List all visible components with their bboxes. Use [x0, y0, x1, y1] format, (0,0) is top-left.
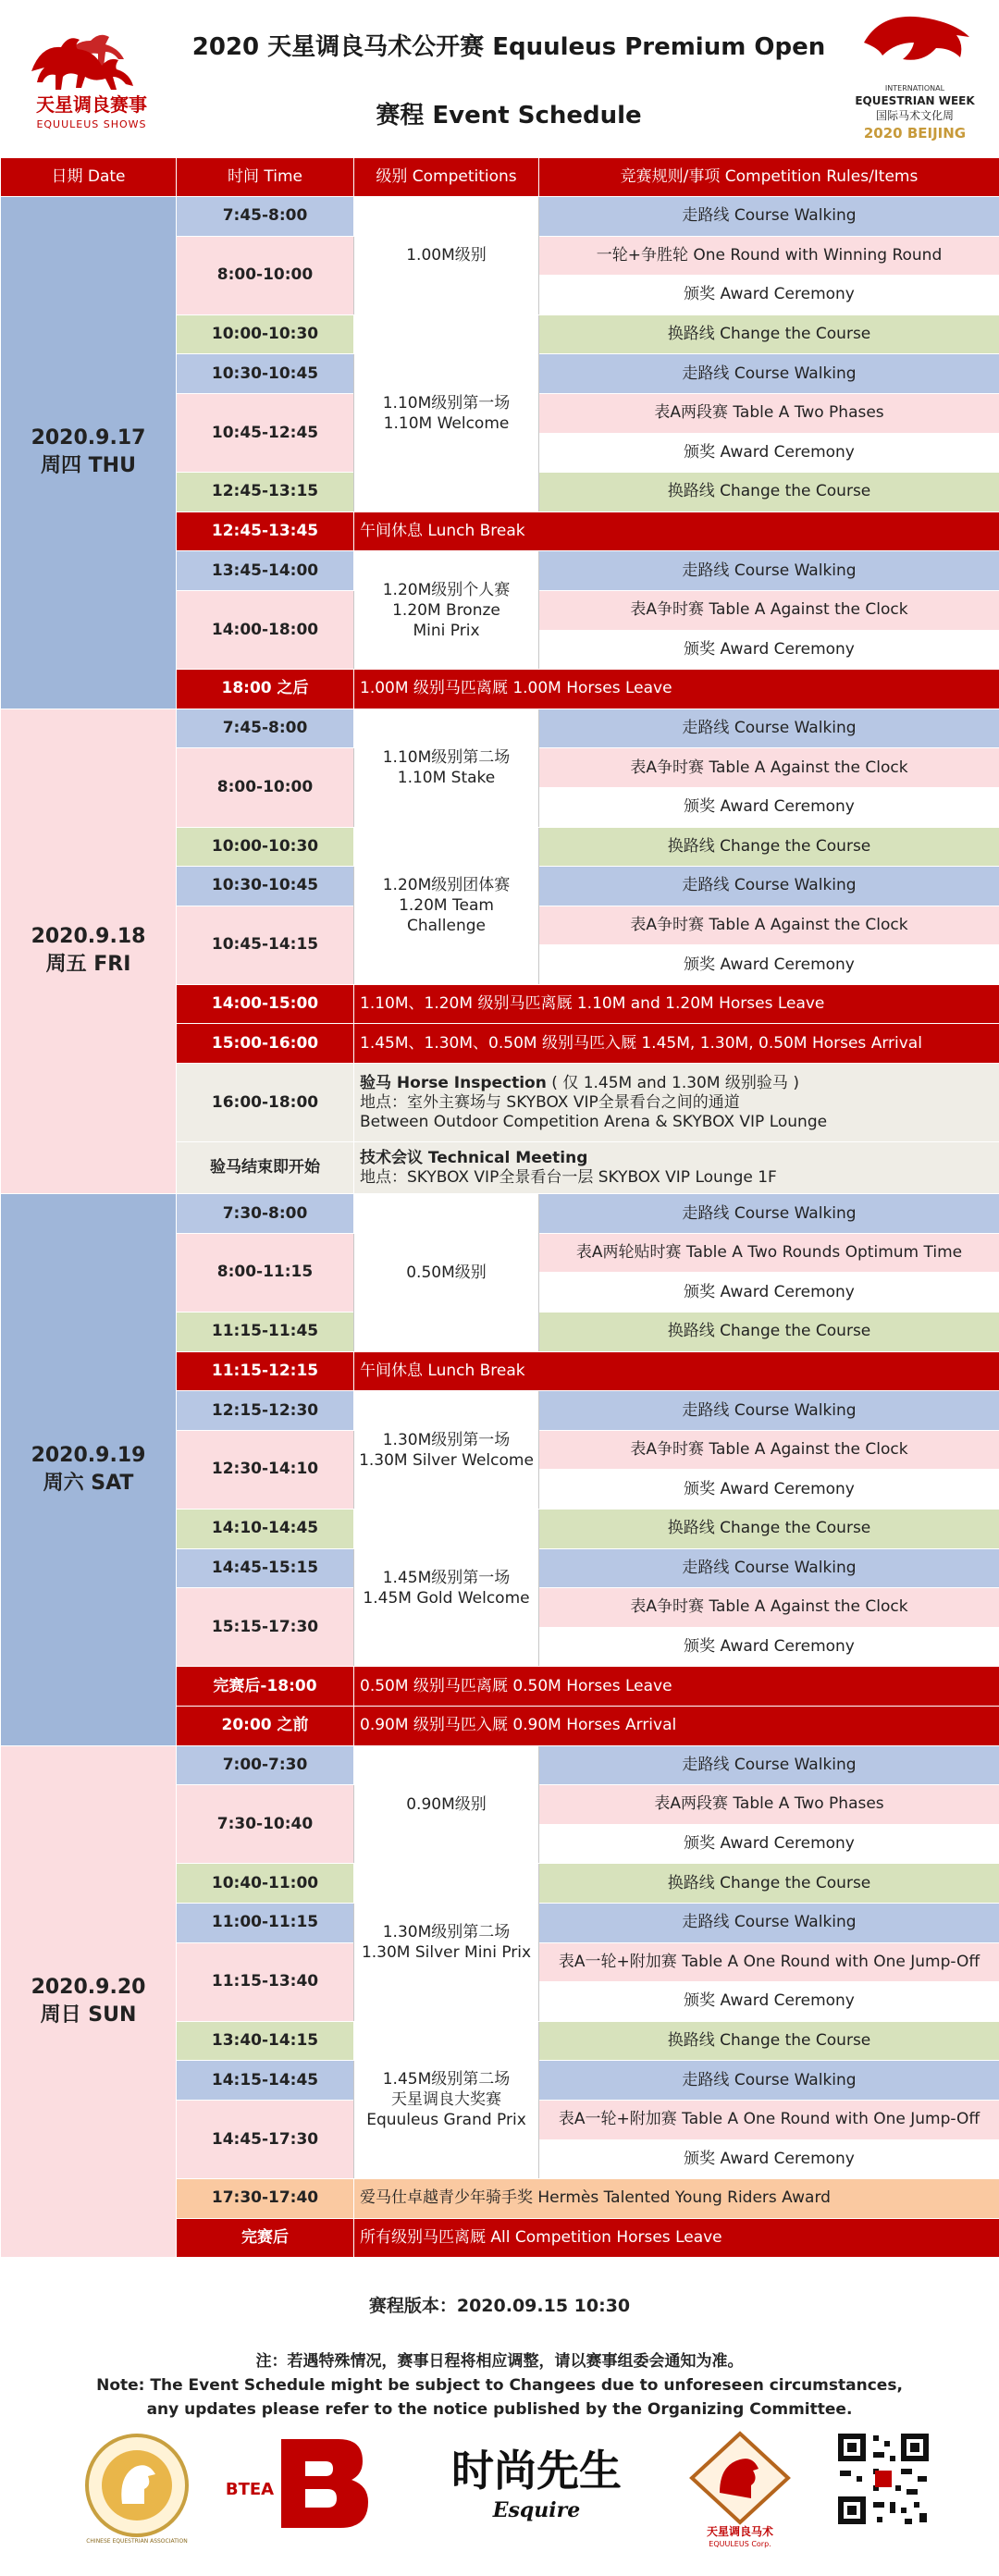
time-cell: 16:00-18:00: [177, 1064, 354, 1142]
item-cell: 走路线 Course Walking: [539, 2061, 999, 2101]
item-cell: 表A两段赛 Table A Two Phases: [539, 393, 999, 433]
date-label: 2020.9.19: [31, 1443, 146, 1467]
competition-line: 1.20M级别个人赛: [382, 580, 511, 599]
time-cell: 10:45-14:15: [177, 906, 354, 984]
schedule-table: [0, 157, 999, 2258]
page-title: 2020 天星调良马术公开赛 Equuleus Premium Open: [191, 33, 826, 61]
time-cell: 7:45-8:00: [177, 709, 354, 748]
time-cell: 11:15-11:45: [177, 1313, 354, 1352]
item-cell: 颁奖 Award Ceremony: [539, 276, 999, 315]
competition-cell: 0.50M级别: [354, 1194, 539, 1351]
esquire-logo: [426, 2428, 648, 2539]
table-row: [1, 197, 999, 237]
svg-text:INTERNATIONAL: INTERNATIONAL: [884, 84, 945, 92]
page-header: [0, 0, 999, 157]
time-cell: 7:30-10:40: [177, 1785, 354, 1864]
time-cell: 17:30-17:40: [177, 2179, 354, 2219]
table-row: [1, 1194, 999, 1234]
btea-logo: [226, 2428, 374, 2539]
technical-meeting-location: 地点：SKYBOX VIP全景看台一层 SKYBOX VIP Lounge 1F: [360, 1167, 777, 1187]
competition-line: 1.20M级别团体赛: [382, 876, 511, 895]
date-label: 2020.9.20: [31, 1975, 146, 1999]
item-cell: 颁奖 Award Ceremony: [539, 1627, 999, 1667]
competition-cell: [354, 827, 539, 984]
svg-text:EQUULEUS SHOWS: EQUULEUS SHOWS: [36, 118, 147, 130]
item-cell: 走路线 Course Walking: [539, 1903, 999, 1942]
item-cell: 表A争时赛 Table A Against the Clock: [539, 1430, 999, 1470]
item-cell: 颁奖 Award Ceremony: [539, 433, 999, 473]
inspection-location: 地点：室外主赛场与 SKYBOX VIP全景看台之间的通道: [360, 1092, 740, 1112]
time-cell: 12:45-13:15: [177, 473, 354, 512]
competition-cell: 1.00M级别: [354, 197, 539, 315]
item-cell: 颁奖 Award Ceremony: [539, 945, 999, 985]
time-cell: 14:15-14:45: [177, 2061, 354, 2101]
time-cell: 10:00-10:30: [177, 827, 354, 867]
competition-line: 1.20M Team Challenge: [399, 896, 494, 936]
competition-line: 1.30M Silver Mini Prix: [361, 1943, 532, 1963]
competition-line: 1.30M级别第二场: [382, 1923, 511, 1942]
time-cell: 14:45-17:30: [177, 2100, 354, 2178]
horses-arrival-cell: 0.90M 级别马匹入厩 0.90M Horses Arrival: [354, 1706, 999, 1745]
inspection-location-en: Between Outdoor Competition Arena & SKYBOX VIP Lounge: [360, 1112, 828, 1131]
time-cell: 10:30-10:45: [177, 354, 354, 394]
time-cell: 12:15-12:30: [177, 1391, 354, 1431]
item-cell: 颁奖 Award Ceremony: [539, 1824, 999, 1864]
horses-arrival-cell: 1.45M、1.30M、0.50M 级别马匹入厩 1.45M, 1.30M, 0.50M Horses Arrival: [354, 1024, 999, 1064]
competition-cell: [354, 1391, 539, 1510]
time-cell: 完赛后-18:00: [177, 1667, 354, 1707]
time-cell: 7:00-7:30: [177, 1745, 354, 1785]
sponsor-logos: [0, 2428, 999, 2567]
item-cell: 走路线 Course Walking: [539, 354, 999, 394]
competition-line: 1.45M级别第一场: [382, 1568, 511, 1587]
svg-text:天星调良赛事: 天星调良赛事: [36, 93, 147, 116]
weekday-label: 周六 SAT: [43, 1471, 134, 1495]
time-cell: 11:00-11:15: [177, 1903, 354, 1942]
time-cell: 14:10-14:45: [177, 1510, 354, 1549]
competition-cell: [354, 1864, 539, 2021]
item-cell: 换路线 Change the Course: [539, 1510, 999, 1549]
technical-meeting-cell: [354, 1142, 999, 1194]
column-header: 竞赛规则/事项 Competition Rules/Items: [539, 158, 999, 197]
competition-line: 天星调良大奖赛: [391, 2090, 501, 2110]
column-header: 级别 Competitions: [354, 158, 539, 197]
item-cell: 颁奖 Award Ceremony: [539, 630, 999, 670]
date-cell: [1, 709, 177, 1194]
item-cell: 表A争时赛 Table A Against the Clock: [539, 748, 999, 788]
item-cell: 走路线 Course Walking: [539, 1745, 999, 1785]
item-cell: 颁奖 Award Ceremony: [539, 1982, 999, 2022]
competition-line: Equuleus Grand Prix: [366, 2111, 526, 2130]
time-cell: 11:15-12:15: [177, 1351, 354, 1391]
date-label: 2020.9.18: [31, 925, 146, 949]
item-cell: 颁奖 Award Ceremony: [539, 787, 999, 827]
time-cell: 14:00-15:00: [177, 984, 354, 1024]
svg-text:时尚先生: 时尚先生: [451, 2446, 622, 2496]
table-row: [1, 1745, 999, 1785]
competition-line: 1.30M Silver Welcome: [359, 1450, 534, 1470]
lunch-break-cell: 午间休息 Lunch Break: [354, 512, 999, 551]
time-cell: 完赛后: [177, 2218, 354, 2258]
item-cell: 走路线 Course Walking: [539, 867, 999, 906]
weekday-label: 周四 THU: [41, 454, 136, 478]
item-cell: 颁奖 Award Ceremony: [539, 1273, 999, 1313]
time-cell: 10:40-11:00: [177, 1864, 354, 1904]
time-cell: 18:00 之后: [177, 670, 354, 709]
date-cell: [1, 1745, 177, 2258]
item-cell: 表A争时赛 Table A Against the Clock: [539, 1588, 999, 1628]
item-cell: 表A一轮+附加赛 Table A One Round with One Jump-Off: [539, 1942, 999, 1982]
item-cell: 换路线 Change the Course: [539, 2021, 999, 2061]
competition-cell: [354, 314, 539, 512]
item-cell: 表A两段赛 Table A Two Phases: [539, 1785, 999, 1825]
svg-text:Esquire: Esquire: [492, 2498, 581, 2522]
item-cell: 颁奖 Award Ceremony: [539, 1470, 999, 1510]
equuleus-corp-logo: [683, 2428, 797, 2548]
time-cell: 14:00-18:00: [177, 590, 354, 669]
time-cell: 14:45-15:15: [177, 1548, 354, 1588]
horses-leave-cell: 所有级别马匹离厩 All Competition Horses Leave: [354, 2218, 999, 2258]
item-cell: 走路线 Course Walking: [539, 1548, 999, 1588]
table-header-row: [1, 158, 999, 197]
competition-cell: [354, 2021, 539, 2178]
inspection-note: ( 仅 1.45M and 1.30M 级别验马 ): [551, 1073, 799, 1092]
footer-notes: [0, 2349, 999, 2422]
time-cell: 7:30-8:00: [177, 1194, 354, 1234]
competition-line: 1.30M级别第一场: [382, 1430, 511, 1449]
time-cell: 8:00-11:15: [177, 1233, 354, 1312]
horses-leave-cell: 0.50M 级别马匹离厩 0.50M Horses Leave: [354, 1667, 999, 1707]
svg-text:EQUESTRIAN WEEK: EQUESTRIAN WEEK: [855, 94, 975, 107]
item-cell: 表A争时赛 Table A Against the Clock: [539, 590, 999, 630]
item-cell: 表A争时赛 Table A Against the Clock: [539, 906, 999, 945]
item-cell: 换路线 Change the Course: [539, 1864, 999, 1904]
date-label: 2020.9.17: [31, 426, 146, 450]
item-cell: 走路线 Course Walking: [539, 197, 999, 237]
competition-cell: 0.90M级别: [354, 1745, 539, 1864]
horse-inspection-cell: [354, 1064, 999, 1142]
competition-cell: [354, 1510, 539, 1667]
note-cn: 注：若遇特殊情况，赛事日程将相应调整，请以赛事组委会通知为准。: [255, 2352, 744, 2371]
time-cell: 8:00-10:00: [177, 236, 354, 314]
technical-meeting-title: 技术会议 Technical Meeting: [360, 1148, 588, 1167]
time-cell: 12:45-13:45: [177, 512, 354, 551]
competition-line: 1.45M Gold Welcome: [363, 1588, 530, 1608]
time-cell: 8:00-10:00: [177, 748, 354, 827]
competition-line: 1.10M Welcome: [383, 413, 510, 433]
competition-cell: [354, 709, 539, 827]
competition-line: 1.10M级别第二场: [382, 748, 511, 768]
table-row: [1, 709, 999, 748]
item-cell: 换路线 Change the Course: [539, 827, 999, 867]
weekday-label: 周五 FRI: [45, 953, 131, 977]
item-cell: 换路线 Change the Course: [539, 1313, 999, 1352]
svg-text:EQUULEUS Corp.: EQUULEUS Corp.: [709, 2540, 771, 2548]
time-cell: 11:15-13:40: [177, 1942, 354, 2021]
item-cell: 走路线 Course Walking: [539, 1194, 999, 1234]
svg-text:2020 BEIJING: 2020 BEIJING: [863, 125, 967, 142]
horses-leave-cell: 1.10M、1.20M 级别马匹离厩 1.10M and 1.20M Horses Leave: [354, 984, 999, 1024]
svg-text:CHINESE EQUESTRIAN ASSOCIATION: CHINESE EQUESTRIAN ASSOCIATION: [86, 2538, 188, 2545]
qr-code-icon: [832, 2428, 934, 2530]
date-cell: [1, 197, 177, 709]
schedule-version: 赛程版本：2020.09.15 10:30: [368, 2296, 631, 2316]
item-cell: 换路线 Change the Course: [539, 473, 999, 512]
inspection-title: 验马 Horse Inspection: [360, 1073, 547, 1092]
item-cell: 颁奖 Award Ceremony: [539, 2139, 999, 2179]
time-cell: 15:00-16:00: [177, 1024, 354, 1064]
competition-line: 1.10M级别第一场: [382, 393, 511, 413]
date-cell: [1, 1194, 177, 1745]
item-cell: 走路线 Course Walking: [539, 709, 999, 748]
time-cell: 验马结束即开始: [177, 1142, 354, 1194]
item-cell: 一轮+争胜轮 One Round with Winning Round: [539, 236, 999, 276]
svg-text:BTEA: BTEA: [226, 2480, 275, 2499]
item-cell: 表A两轮贴时赛 Table A Two Rounds Optimum Time: [539, 1233, 999, 1273]
page-subtitle: 赛程 Event Schedule: [376, 102, 642, 129]
time-cell: 20:00 之前: [177, 1706, 354, 1745]
lunch-break-cell: 午间休息 Lunch Break: [354, 1351, 999, 1391]
competition-line: Mini Prix: [413, 621, 480, 640]
note-en-1: Note: The Event Schedule might be subject to Changees due to unforeseen circumstances,: [96, 2376, 903, 2395]
column-header: 时间 Time: [177, 158, 354, 197]
time-cell: 10:00-10:30: [177, 314, 354, 354]
time-cell: 12:30-14:10: [177, 1430, 354, 1509]
hermes-award-cell: 爱马仕卓越青少年骑手奖 Hermès Talented Young Riders Award: [354, 2179, 999, 2219]
time-cell: 15:15-17:30: [177, 1588, 354, 1667]
note-en-2: any updates please refer to the notice published by the Organizing Committee.: [146, 2400, 853, 2419]
time-cell: 10:30-10:45: [177, 867, 354, 906]
competition-line: 1.10M Stake: [397, 769, 496, 788]
item-cell: 走路线 Course Walking: [539, 551, 999, 591]
time-cell: 13:40-14:15: [177, 2021, 354, 2061]
svg-text:国际马术文化周: 国际马术文化周: [875, 109, 955, 122]
time-cell: 10:45-12:45: [177, 393, 354, 472]
item-cell: 表A一轮+附加赛 Table A One Round with One Jump-Off: [539, 2100, 999, 2139]
time-cell: 13:45-14:00: [177, 551, 354, 591]
cea-logo: [81, 2428, 192, 2548]
time-cell: 7:45-8:00: [177, 197, 354, 237]
equestrian-week-logo: [845, 6, 984, 154]
column-header: 日期 Date: [1, 158, 177, 197]
equuleus-shows-logo: [13, 20, 170, 131]
item-cell: 走路线 Course Walking: [539, 1391, 999, 1431]
horses-leave-cell: 1.00M 级别马匹离厩 1.00M Horses Leave: [354, 670, 999, 709]
svg-text:天星调良马术: 天星调良马术: [706, 2525, 774, 2538]
competition-line: 1.20M Bronze: [392, 600, 500, 620]
competition-cell: [354, 551, 539, 670]
item-cell: 换路线 Change the Course: [539, 314, 999, 354]
competition-line: 1.45M级别第二场: [382, 2070, 511, 2089]
weekday-label: 周日 SUN: [40, 2003, 137, 2027]
